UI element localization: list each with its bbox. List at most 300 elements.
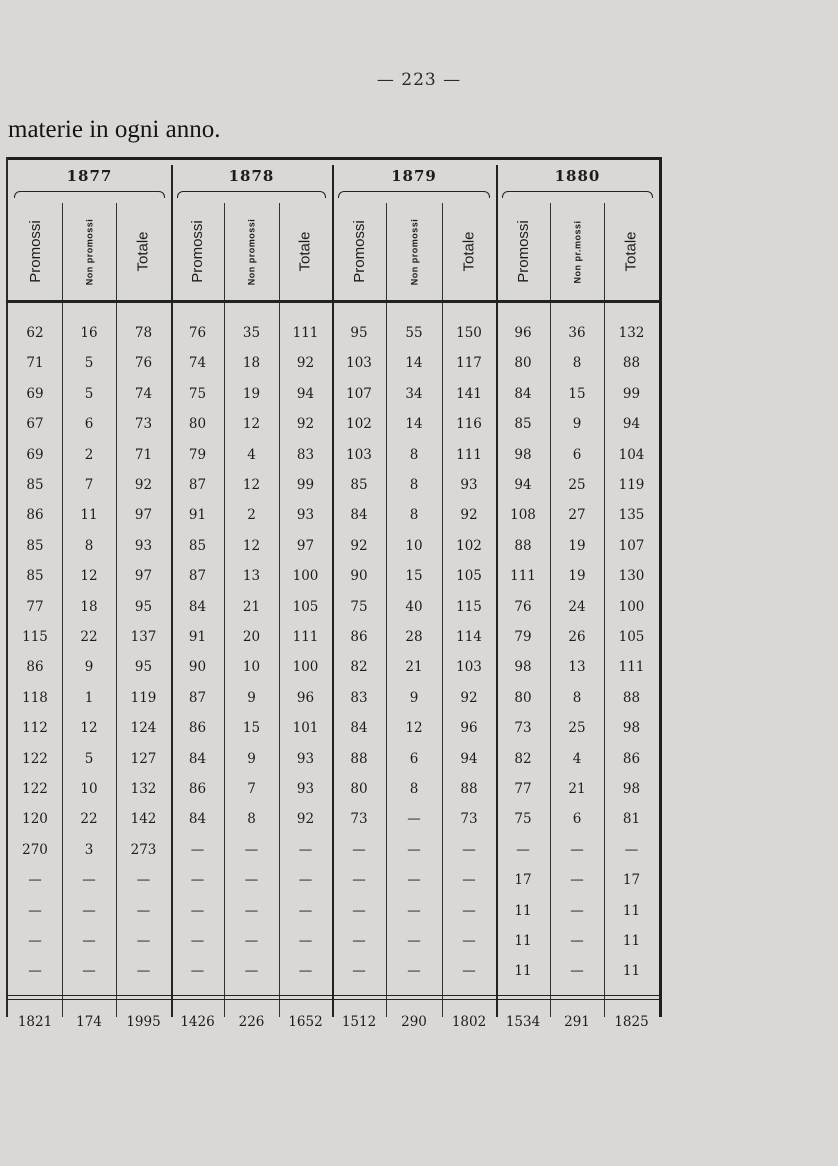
table-cell: — (352, 902, 366, 919)
table-cell: 150 (456, 325, 482, 341)
table-cell: 79 (188, 446, 207, 463)
table-cell: 21 (242, 598, 261, 615)
total-cell: 226 (238, 1013, 265, 1030)
column-header-label: Non promossi (84, 218, 95, 285)
total-cell: 1821 (17, 1013, 53, 1030)
table-cell: — (82, 963, 96, 980)
table-cell: — (28, 872, 42, 889)
table-cell: 142 (130, 811, 157, 828)
total-cell: 1652 (288, 1013, 323, 1030)
table-cell: 19 (242, 385, 261, 402)
table-cell: 11 (514, 963, 532, 980)
table-cell: 91 (188, 507, 207, 524)
table-cell: 5 (84, 355, 94, 372)
table-cell: — (136, 963, 151, 980)
table-cell: — (190, 933, 205, 949)
table-cell: 84 (188, 811, 207, 828)
column-header (62, 203, 116, 300)
column-header-label: Totale (460, 231, 478, 272)
table-cell: — (407, 872, 421, 889)
year-label: 1877 (66, 167, 113, 185)
column-header-label: Non pr.mossi (572, 219, 583, 284)
table-cell: 74 (134, 385, 153, 402)
table-cell: 98 (514, 659, 532, 676)
totals-divider-bottom (6, 999, 662, 1000)
table-top-border (6, 157, 662, 160)
header-divider (6, 300, 662, 303)
table-cell: 127 (130, 750, 157, 767)
table-cell: 85 (26, 477, 44, 493)
column-header-label: Promossi (189, 220, 207, 283)
table-cell: 130 (618, 568, 645, 585)
table-cell: 6 (409, 750, 419, 767)
table-cell: 111 (456, 446, 482, 463)
table-cell: 11 (622, 933, 641, 949)
table-cell: — (407, 933, 421, 949)
table-cell: 105 (292, 598, 319, 615)
table-cell: 25 (568, 477, 586, 493)
table-cell: 21 (568, 781, 586, 797)
table-cell: 92 (296, 416, 315, 433)
table-cell: 111 (510, 568, 536, 585)
table-cell: 96 (460, 720, 478, 737)
table-cell: 82 (350, 659, 368, 676)
column-header-label: Totale (623, 231, 640, 272)
table-cell: 135 (618, 507, 645, 524)
table-cell: 84 (350, 507, 368, 524)
table-cell: 36 (568, 325, 586, 341)
column-header-label: Promossi (350, 220, 368, 283)
table-cell: — (136, 872, 151, 889)
table-cell: — (462, 902, 476, 919)
table-cell: 6 (572, 446, 582, 463)
table-cell: 27 (568, 507, 586, 524)
table-cell: — (298, 963, 313, 980)
table-cell: 22 (80, 629, 98, 645)
table-cell: 92 (134, 477, 153, 493)
table-cell: 75 (188, 385, 207, 402)
table-cell: 17 (514, 872, 532, 889)
data-table (6, 157, 662, 1030)
table-cell: 40 (405, 598, 423, 615)
table-cell: 10 (80, 781, 98, 797)
table-cell: — (136, 933, 151, 949)
table-cell: 76 (134, 355, 153, 372)
table-cell: 9 (572, 416, 582, 433)
table-cell: 12 (242, 477, 261, 493)
column-header-label: Totale (135, 231, 152, 272)
table-cell: 22 (80, 811, 98, 828)
table-cell: 34 (405, 385, 423, 402)
table-cell: — (244, 933, 259, 949)
year-label: 1879 (391, 167, 437, 185)
table-cell: 88 (622, 689, 641, 706)
table-cell: 6 (84, 416, 94, 433)
table-cell: 5 (84, 750, 94, 767)
table-cell: 105 (456, 568, 482, 585)
page-number: — 223 — (376, 70, 462, 90)
table-cell: — (352, 872, 366, 889)
table-cell: 102 (456, 537, 482, 554)
total-cell: 174 (76, 1013, 102, 1030)
table-cell: 73 (134, 416, 153, 433)
table-cell: 124 (130, 720, 157, 737)
table-cell: — (570, 963, 584, 980)
table-cell: 98 (622, 781, 641, 797)
table-cell: 94 (514, 477, 532, 493)
table-cell: — (28, 902, 42, 919)
table-cell: 86 (188, 720, 207, 737)
column-header (171, 203, 224, 300)
table-cell: 80 (188, 416, 207, 433)
table-cell: 92 (296, 355, 315, 372)
table-cell: 80 (350, 781, 368, 797)
table-cell: — (190, 841, 205, 858)
column-header (332, 203, 386, 300)
column-header (442, 203, 496, 300)
table-cell: 107 (618, 537, 645, 554)
column-header (279, 203, 332, 300)
table-cell: — (352, 841, 366, 858)
table-cell: 62 (26, 325, 44, 341)
table-cell: 119 (618, 477, 645, 493)
table-cell: 71 (26, 355, 44, 372)
table-cell: — (407, 811, 421, 828)
table-cell: 13 (568, 659, 586, 676)
table-cell: 103 (456, 659, 482, 676)
table-cell: — (407, 902, 421, 919)
table-cell: 71 (134, 446, 153, 463)
column-header (224, 203, 279, 300)
table-cell: 73 (514, 720, 532, 737)
total-cell: 1802 (451, 1013, 487, 1030)
table-cell: 77 (26, 598, 44, 615)
table-cell: 141 (456, 385, 482, 402)
table-cell: 35 (242, 325, 261, 341)
table-cell: 80 (514, 689, 532, 706)
table-cell: 84 (188, 750, 207, 767)
table-cell: 94 (460, 750, 478, 767)
table-cell: 12 (80, 568, 98, 585)
table-cell: 132 (130, 781, 157, 797)
table-cell: — (298, 902, 313, 919)
table-cell: 87 (188, 689, 207, 706)
table-cell: — (570, 872, 584, 889)
table-cell: 87 (188, 568, 207, 585)
table-cell: 90 (188, 659, 207, 676)
table-cell: — (28, 933, 42, 949)
table-cell: 12 (405, 720, 423, 737)
table-cell: 76 (514, 598, 532, 615)
table-cell: — (516, 841, 530, 858)
table-cell: 111 (618, 659, 645, 676)
total-cell: 1825 (614, 1013, 649, 1030)
table-cell: 14 (405, 416, 423, 433)
table-cell: 115 (22, 629, 48, 645)
table-cell: 19 (568, 537, 586, 554)
table-cell: 5 (84, 385, 94, 402)
table-cell: 98 (514, 446, 532, 463)
column-header (386, 203, 442, 300)
table-cell: 92 (296, 811, 315, 828)
table-cell: — (244, 902, 259, 919)
table-cell: 85 (514, 416, 532, 433)
table-cell: 4 (247, 446, 256, 463)
table-cell: 93 (134, 537, 153, 554)
table-cell: 99 (296, 477, 315, 493)
table-cell: 96 (514, 325, 532, 341)
table-cell: 73 (350, 811, 368, 828)
year-label: 1878 (228, 167, 275, 185)
table-cell: 85 (26, 537, 44, 554)
table-cell: 92 (460, 689, 478, 706)
table-right-border (659, 157, 662, 1017)
table-cell: 28 (405, 629, 423, 645)
table-cell: 11 (514, 902, 532, 919)
table-cell: 11 (622, 902, 641, 919)
table-cell: 9 (247, 689, 256, 706)
column-header-label: Non promossi (246, 218, 257, 285)
table-cell: 13 (242, 568, 261, 585)
table-cell: 7 (247, 781, 256, 797)
table-cell: — (244, 963, 259, 980)
column-header-label: Non promossi (409, 218, 420, 285)
column-header-label: Totale (297, 231, 314, 272)
table-cell: 79 (514, 629, 532, 645)
table-cell: — (624, 841, 639, 858)
table-cell: 86 (350, 629, 368, 645)
table-cell: 102 (346, 416, 372, 433)
table-cell: 132 (618, 325, 645, 341)
table-cell: 18 (242, 355, 261, 372)
table-cell: — (82, 933, 96, 949)
table-cell: — (190, 872, 205, 889)
table-cell: 83 (350, 689, 368, 706)
table-cell: 15 (405, 568, 423, 585)
table-cell: — (352, 963, 366, 980)
year-brace (14, 191, 165, 198)
page-heading: materie in ogni anno. (8, 116, 221, 143)
table-cell: 95 (350, 325, 368, 341)
table-cell: 84 (350, 720, 368, 737)
column-header (496, 203, 550, 300)
table-cell: 101 (292, 720, 319, 737)
table-cell: 21 (405, 659, 423, 676)
table-cell: 9 (84, 659, 94, 676)
table-cell: — (244, 841, 259, 858)
table-cell: — (298, 933, 313, 949)
table-cell: 80 (514, 355, 532, 372)
table-cell: — (570, 902, 584, 919)
table-cell: — (352, 933, 366, 949)
year-label: 1880 (554, 167, 601, 185)
table-cell: 16 (80, 325, 98, 341)
table-cell: 94 (622, 416, 641, 433)
table-cell: 8 (409, 477, 419, 493)
table-cell: 104 (618, 446, 645, 463)
table-cell: 12 (242, 416, 261, 433)
table-cell: 96 (296, 689, 315, 706)
table-cell: 8 (409, 507, 419, 524)
table-cell: 114 (456, 629, 482, 645)
table-cell: 103 (346, 446, 372, 463)
totals-divider-top (6, 995, 662, 996)
table-cell: 93 (460, 477, 478, 493)
table-cell: — (570, 841, 584, 858)
total-cell: 1995 (126, 1013, 161, 1030)
table-cell: 86 (188, 781, 207, 797)
table-cell: 87 (188, 477, 207, 493)
table-cell: 119 (130, 689, 157, 706)
table-cell: 97 (134, 507, 153, 524)
year-brace (338, 191, 490, 198)
table-cell: 93 (296, 507, 315, 524)
table-cell: 9 (247, 750, 256, 767)
table-cell: 15 (568, 385, 586, 402)
table-cell: — (190, 963, 205, 980)
table-cell: 18 (80, 598, 98, 615)
table-cell: 273 (130, 841, 157, 858)
table-cell: 100 (292, 568, 319, 585)
total-cell: 1426 (180, 1013, 215, 1030)
table-cell: 11 (514, 933, 532, 949)
table-cell: 8 (572, 689, 582, 706)
table-cell: 8 (572, 355, 582, 372)
table-cell: 111 (292, 325, 319, 341)
table-cell: 112 (22, 720, 48, 737)
table-cell: — (298, 872, 313, 889)
table-cell: 93 (296, 781, 315, 797)
table-cell: 11 (622, 963, 641, 980)
table-cell: 98 (622, 720, 641, 737)
column-header (604, 203, 659, 300)
table-cell: 8 (247, 811, 256, 828)
table-cell: 111 (292, 629, 319, 645)
table-cell: 137 (130, 629, 157, 645)
table-cell: 69 (26, 446, 44, 463)
column-header (550, 203, 604, 300)
table-cell: — (82, 902, 96, 919)
table-cell: 8 (84, 537, 94, 554)
table-cell: 100 (292, 659, 319, 676)
total-cell: 1512 (341, 1013, 377, 1030)
table-cell: — (462, 933, 476, 949)
table-cell: 76 (188, 325, 207, 341)
table-cell: 6 (572, 811, 582, 828)
table-cell: — (244, 872, 259, 889)
table-cell: 90 (350, 568, 368, 585)
table-cell: — (462, 841, 476, 858)
table-cell: 118 (22, 689, 48, 706)
table-cell: 94 (296, 385, 315, 402)
table-cell: 84 (514, 385, 532, 402)
table-cell: 95 (134, 659, 153, 676)
table-cell: — (28, 963, 42, 980)
table-cell: 2 (247, 507, 256, 524)
table-cell: 88 (514, 537, 532, 554)
table-cell: — (407, 963, 421, 980)
table-cell: 26 (568, 629, 586, 645)
table-cell: 88 (460, 781, 478, 797)
table-cell: 85 (188, 537, 207, 554)
table-cell: 92 (350, 537, 368, 554)
table-cell: 74 (188, 355, 207, 372)
table-cell: 9 (409, 689, 419, 706)
table-cell: 103 (346, 355, 372, 372)
table-cell: 85 (26, 568, 44, 585)
table-cell: 77 (514, 781, 532, 797)
table-cell: 105 (618, 629, 645, 645)
table-cell: 95 (134, 598, 153, 615)
table-cell: 92 (460, 507, 478, 524)
table-cell: 81 (622, 811, 641, 828)
table-cell: 122 (22, 781, 48, 797)
table-cell: — (570, 933, 584, 949)
table-cell: 67 (26, 416, 44, 433)
table-cell: 14 (405, 355, 423, 372)
table-cell: 82 (514, 750, 532, 767)
table-cell: 75 (514, 811, 532, 828)
table-cell: 7 (84, 477, 94, 493)
column-header-label: Promossi (26, 220, 44, 283)
table-cell: 8 (409, 446, 419, 463)
table-cell: 20 (242, 629, 261, 645)
table-cell: 11 (80, 507, 98, 524)
table-cell: 107 (346, 385, 372, 402)
table-cell: 122 (22, 750, 48, 767)
table-cell: — (462, 872, 476, 889)
table-cell: 270 (22, 841, 48, 858)
total-cell: 291 (564, 1013, 590, 1030)
table-cell: 78 (134, 325, 153, 341)
column-header (8, 203, 62, 300)
table-cell: 115 (456, 598, 482, 615)
table-cell: 69 (26, 385, 44, 402)
table-cell: 86 (26, 659, 44, 676)
total-cell: 1534 (505, 1013, 541, 1030)
table-cell: 84 (188, 598, 207, 615)
table-cell: — (136, 902, 151, 919)
table-cell: 93 (296, 750, 315, 767)
table-cell: — (298, 841, 313, 858)
table-cell: 12 (80, 720, 98, 737)
table-cell: 15 (242, 720, 261, 737)
table-cell: 91 (188, 629, 207, 645)
year-brace (177, 191, 326, 198)
table-cell: 120 (22, 811, 48, 828)
table-cell: 86 (26, 507, 44, 524)
table-cell: 25 (568, 720, 586, 737)
year-brace (502, 191, 653, 198)
table-cell: 116 (456, 416, 482, 433)
table-cell: 99 (622, 385, 641, 402)
table-cell: 10 (242, 659, 261, 676)
table-cell: 83 (296, 446, 315, 463)
table-cell: 3 (84, 841, 94, 858)
table-cell: 86 (622, 750, 641, 767)
total-cell: 290 (401, 1013, 427, 1030)
table-cell: 17 (622, 872, 641, 889)
column-header-label: Promossi (514, 220, 532, 283)
table-cell: 2 (84, 446, 94, 463)
table-cell: 55 (405, 325, 423, 341)
table-cell: 4 (572, 750, 582, 767)
table-cell: 10 (405, 537, 423, 554)
table-cell: — (82, 872, 96, 889)
table-cell: 97 (134, 568, 153, 585)
table-cell: 24 (568, 598, 586, 615)
table-cell: — (190, 902, 205, 919)
